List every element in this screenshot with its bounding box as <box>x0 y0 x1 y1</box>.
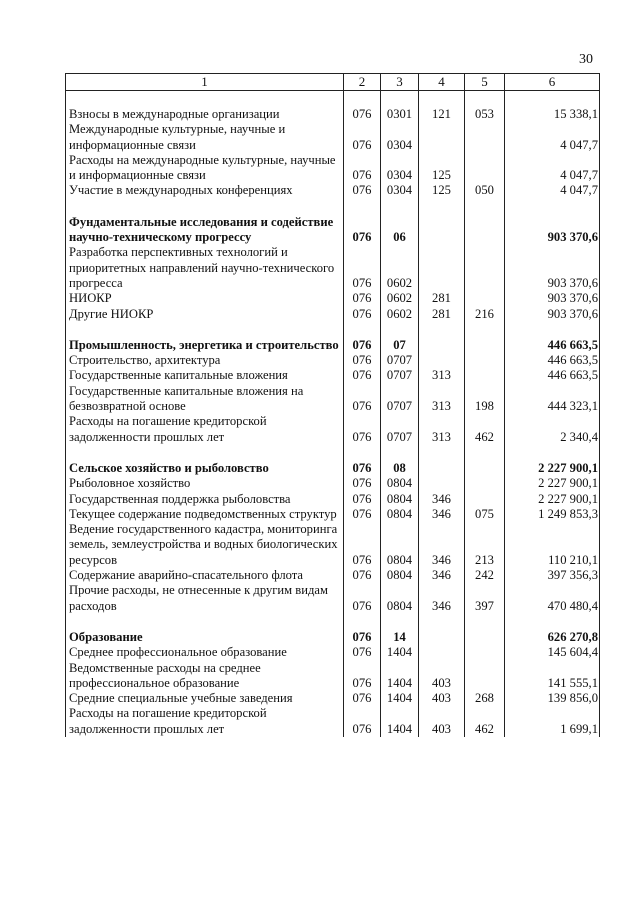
expense-type-cell <box>465 338 505 353</box>
spacer-row <box>66 614 600 630</box>
row-name-cell: Ведение государственного кадастра, мониторинга земель, землеустройства и водных биологических ресурсов <box>66 522 344 568</box>
expense-type-cell: 268 <box>465 691 505 706</box>
ministry-code-cell: 076 <box>344 215 381 246</box>
ministry-code-cell: 076 <box>344 476 381 491</box>
ministry-code-cell: 076 <box>344 661 381 692</box>
spacer-cell <box>344 614 381 630</box>
spacer-cell <box>465 322 505 338</box>
budget-table <box>65 73 600 737</box>
expense-type-cell: 216 <box>465 307 505 322</box>
row-name-cell: Государственные капитальные вложения на безвозвратной основе <box>66 384 344 415</box>
spacer-cell <box>419 445 465 461</box>
row-name-cell: Международные культурные, научные и информационные связи <box>66 122 344 153</box>
ministry-code-cell: 076 <box>344 338 381 353</box>
row-name-cell: Другие НИОКР <box>66 307 344 322</box>
target-code-cell: 281 <box>419 307 465 322</box>
row-name-cell: Средние специальные учебные заведения <box>66 691 344 706</box>
section-code-cell: 0804 <box>381 568 419 583</box>
ministry-code-cell: 076 <box>344 183 381 198</box>
target-code-cell: 313 <box>419 368 465 383</box>
target-code-cell: 346 <box>419 522 465 568</box>
header-row <box>66 74 600 91</box>
table-row <box>66 368 600 383</box>
spacer-cell <box>66 91 344 108</box>
ministry-code-cell: 076 <box>344 583 381 614</box>
target-code-cell <box>419 215 465 246</box>
ministry-code-cell: 076 <box>344 368 381 383</box>
amount-cell: 1 249 853,3 <box>505 507 600 522</box>
expense-type-cell <box>465 353 505 368</box>
spacer-row <box>66 445 600 461</box>
target-code-cell: 346 <box>419 568 465 583</box>
section-code-cell: 0602 <box>381 307 419 322</box>
table-row <box>66 661 600 692</box>
expense-type-cell <box>465 122 505 153</box>
spacer-cell <box>66 614 344 630</box>
expense-type-cell: 242 <box>465 568 505 583</box>
amount-cell: 2 227 900,1 <box>505 476 600 491</box>
target-code-cell <box>419 353 465 368</box>
row-name-cell: Расходы на погашение кредиторской задолженности прошлых лет <box>66 414 344 445</box>
amount-cell: 2 227 900,1 <box>505 492 600 507</box>
amount-cell: 1 699,1 <box>505 706 600 737</box>
table-row <box>66 645 600 660</box>
section-code-cell: 0602 <box>381 245 419 291</box>
spacer-cell <box>381 322 419 338</box>
row-name-cell: Текущее содержание подведомственных структур <box>66 507 344 522</box>
section-row <box>66 215 600 246</box>
expense-type-cell: 397 <box>465 583 505 614</box>
row-name-cell: Образование <box>66 630 344 645</box>
amount-cell: 2 340,4 <box>505 414 600 445</box>
row-name-cell: Расходы на международные культурные, научные и информационные связи <box>66 153 344 184</box>
section-code-cell: 14 <box>381 630 419 645</box>
spacer-row <box>66 199 600 215</box>
expense-type-cell <box>465 215 505 246</box>
amount-cell: 444 323,1 <box>505 384 600 415</box>
expense-type-cell <box>465 630 505 645</box>
spacer-cell <box>344 199 381 215</box>
spacer-cell <box>505 322 600 338</box>
spacer-cell <box>66 322 344 338</box>
column-header: 2 <box>344 74 381 91</box>
target-code-cell: 125 <box>419 183 465 198</box>
spacer-cell <box>419 614 465 630</box>
row-name-cell: Государственная поддержка рыболовства <box>66 492 344 507</box>
target-code-cell: 403 <box>419 706 465 737</box>
row-name-cell: Строительство, архитектура <box>66 353 344 368</box>
table-row <box>66 307 600 322</box>
amount-cell: 446 663,5 <box>505 368 600 383</box>
target-code-cell: 121 <box>419 107 465 122</box>
ministry-code-cell: 076 <box>344 691 381 706</box>
column-header: 1 <box>66 74 344 91</box>
table-row <box>66 492 600 507</box>
ministry-code-cell: 076 <box>344 461 381 476</box>
ministry-code-cell: 076 <box>344 107 381 122</box>
target-code-cell <box>419 630 465 645</box>
amount-cell: 139 856,0 <box>505 691 600 706</box>
ministry-code-cell: 076 <box>344 492 381 507</box>
row-name-cell: Расходы на погашение кредиторской задолженности прошлых лет <box>66 706 344 737</box>
ministry-code-cell: 076 <box>344 414 381 445</box>
expense-type-cell: 050 <box>465 183 505 198</box>
section-code-cell: 0602 <box>381 291 419 306</box>
ministry-code-cell: 076 <box>344 568 381 583</box>
ministry-code-cell: 076 <box>344 384 381 415</box>
section-row <box>66 461 600 476</box>
table-row <box>66 706 600 737</box>
amount-cell: 446 663,5 <box>505 353 600 368</box>
section-code-cell: 0804 <box>381 492 419 507</box>
amount-cell: 15 338,1 <box>505 107 600 122</box>
expense-type-cell <box>465 492 505 507</box>
table-row <box>66 691 600 706</box>
section-code-cell: 0804 <box>381 583 419 614</box>
spacer-cell <box>465 614 505 630</box>
amount-cell: 4 047,7 <box>505 153 600 184</box>
ministry-code-cell: 076 <box>344 522 381 568</box>
row-name-cell: Прочие расходы, не отнесенные к другим видам расходов <box>66 583 344 614</box>
expense-type-cell: 462 <box>465 414 505 445</box>
amount-cell: 4 047,7 <box>505 122 600 153</box>
section-code-cell: 0804 <box>381 476 419 491</box>
amount-cell: 110 210,1 <box>505 522 600 568</box>
target-code-cell: 125 <box>419 153 465 184</box>
table-body <box>66 91 600 737</box>
target-code-cell <box>419 122 465 153</box>
column-header: 3 <box>381 74 419 91</box>
target-code-cell <box>419 461 465 476</box>
section-code-cell: 0707 <box>381 384 419 415</box>
expense-type-cell <box>465 368 505 383</box>
amount-cell: 2 227 900,1 <box>505 461 600 476</box>
amount-cell: 903 370,6 <box>505 291 600 306</box>
table-row <box>66 183 600 198</box>
spacer-cell <box>381 91 419 108</box>
spacer-cell <box>505 445 600 461</box>
row-name-cell: Среднее профессиональное образование <box>66 645 344 660</box>
column-header: 4 <box>419 74 465 91</box>
table-row <box>66 384 600 415</box>
target-code-cell: 313 <box>419 384 465 415</box>
spacer-cell <box>344 322 381 338</box>
column-header: 6 <box>505 74 600 91</box>
amount-cell: 145 604,4 <box>505 645 600 660</box>
target-code-cell: 346 <box>419 492 465 507</box>
section-row <box>66 630 600 645</box>
section-code-cell: 08 <box>381 461 419 476</box>
row-name-cell: Участие в международных конференциях <box>66 183 344 198</box>
row-name-cell: Фундаментальные исследования и содействие научно-техническому прогрессу <box>66 215 344 246</box>
spacer-cell <box>381 614 419 630</box>
target-code-cell <box>419 338 465 353</box>
expense-type-cell <box>465 645 505 660</box>
ministry-code-cell: 076 <box>344 307 381 322</box>
amount-cell: 626 270,8 <box>505 630 600 645</box>
amount-cell: 470 480,4 <box>505 583 600 614</box>
amount-cell: 903 370,6 <box>505 215 600 246</box>
table-row <box>66 107 600 122</box>
table-row <box>66 291 600 306</box>
page-number: 30 <box>579 52 593 67</box>
spacer-cell <box>66 445 344 461</box>
section-code-cell: 1404 <box>381 706 419 737</box>
section-code-cell: 0304 <box>381 122 419 153</box>
ministry-code-cell: 076 <box>344 630 381 645</box>
ministry-code-cell: 076 <box>344 122 381 153</box>
amount-cell: 4 047,7 <box>505 183 600 198</box>
section-code-cell: 0301 <box>381 107 419 122</box>
section-code-cell: 0707 <box>381 353 419 368</box>
row-name-cell: Разработка перспективных технологий и приоритетных направлений научно-технического прогресса <box>66 245 344 291</box>
table-row <box>66 353 600 368</box>
spacer-cell <box>344 445 381 461</box>
section-code-cell: 1404 <box>381 661 419 692</box>
amount-cell: 903 370,6 <box>505 307 600 322</box>
expense-type-cell <box>465 153 505 184</box>
expense-type-cell <box>465 461 505 476</box>
expense-type-cell <box>465 291 505 306</box>
section-row <box>66 338 600 353</box>
spacer-cell <box>465 199 505 215</box>
target-code-cell <box>419 645 465 660</box>
spacer-cell <box>381 445 419 461</box>
amount-cell: 446 663,5 <box>505 338 600 353</box>
section-code-cell: 1404 <box>381 691 419 706</box>
row-name-cell: НИОКР <box>66 291 344 306</box>
expense-type-cell: 198 <box>465 384 505 415</box>
spacer-cell <box>465 445 505 461</box>
section-code-cell: 0707 <box>381 414 419 445</box>
amount-cell: 141 555,1 <box>505 661 600 692</box>
spacer-cell <box>419 322 465 338</box>
expense-type-cell <box>465 661 505 692</box>
row-name-cell: Государственные капитальные вложения <box>66 368 344 383</box>
spacer-cell <box>465 91 505 108</box>
spacer-cell <box>381 199 419 215</box>
row-name-cell: Ведомственные расходы на среднее профессиональное образование <box>66 661 344 692</box>
target-code-cell: 403 <box>419 691 465 706</box>
table-row <box>66 522 600 568</box>
target-code-cell: 281 <box>419 291 465 306</box>
amount-cell: 903 370,6 <box>505 245 600 291</box>
table-row <box>66 507 600 522</box>
spacer-cell <box>66 199 344 215</box>
table-row <box>66 122 600 153</box>
section-code-cell: 0304 <box>381 183 419 198</box>
spacer-cell <box>419 91 465 108</box>
row-name-cell: Взносы в международные организации <box>66 107 344 122</box>
spacer-cell <box>419 199 465 215</box>
expense-type-cell: 462 <box>465 706 505 737</box>
target-code-cell <box>419 245 465 291</box>
amount-cell: 397 356,3 <box>505 568 600 583</box>
section-code-cell: 06 <box>381 215 419 246</box>
table-row <box>66 583 600 614</box>
ministry-code-cell: 076 <box>344 507 381 522</box>
row-name-cell: Содержание аварийно-спасательного флота <box>66 568 344 583</box>
expense-type-cell: 075 <box>465 507 505 522</box>
section-code-cell: 1404 <box>381 645 419 660</box>
spacer-cell <box>505 614 600 630</box>
ministry-code-cell: 076 <box>344 645 381 660</box>
ministry-code-cell: 076 <box>344 706 381 737</box>
spacer-row <box>66 91 600 108</box>
target-code-cell: 346 <box>419 583 465 614</box>
table-row <box>66 476 600 491</box>
section-code-cell: 0304 <box>381 153 419 184</box>
spacer-row <box>66 322 600 338</box>
table-row <box>66 153 600 184</box>
ministry-code-cell: 076 <box>344 245 381 291</box>
target-code-cell: 313 <box>419 414 465 445</box>
ministry-code-cell: 076 <box>344 291 381 306</box>
table-row <box>66 414 600 445</box>
table-row <box>66 568 600 583</box>
expense-type-cell: 053 <box>465 107 505 122</box>
section-code-cell: 0804 <box>381 507 419 522</box>
section-code-cell: 0804 <box>381 522 419 568</box>
expense-type-cell <box>465 245 505 291</box>
row-name-cell: Рыболовное хозяйство <box>66 476 344 491</box>
ministry-code-cell: 076 <box>344 153 381 184</box>
section-code-cell: 0707 <box>381 368 419 383</box>
expense-type-cell: 213 <box>465 522 505 568</box>
spacer-cell <box>505 91 600 108</box>
row-name-cell: Промышленность, энергетика и строительство <box>66 338 344 353</box>
target-code-cell: 403 <box>419 661 465 692</box>
target-code-cell <box>419 476 465 491</box>
spacer-cell <box>505 199 600 215</box>
row-name-cell: Сельское хозяйство и рыболовство <box>66 461 344 476</box>
expense-type-cell <box>465 476 505 491</box>
target-code-cell: 346 <box>419 507 465 522</box>
column-header: 5 <box>465 74 505 91</box>
spacer-cell <box>344 91 381 108</box>
ministry-code-cell: 076 <box>344 353 381 368</box>
table-row <box>66 245 600 291</box>
section-code-cell: 07 <box>381 338 419 353</box>
